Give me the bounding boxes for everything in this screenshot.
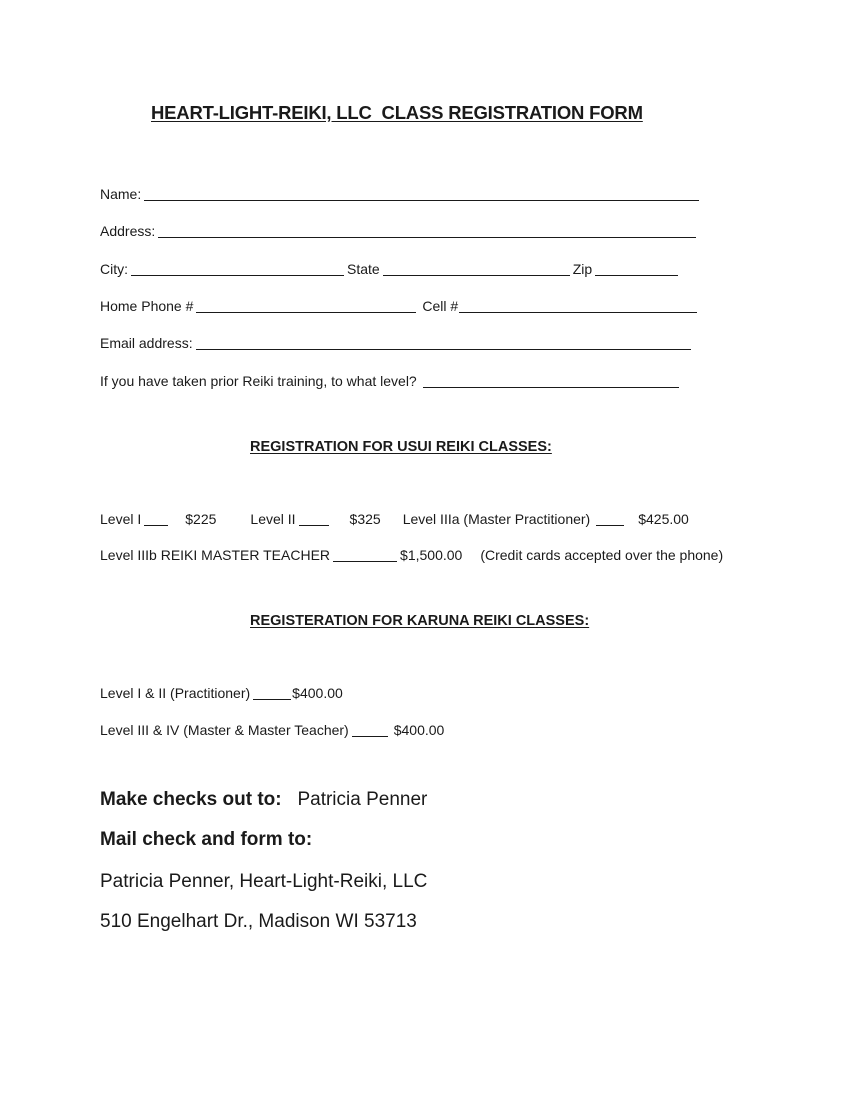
city-state-zip-row — [100, 259, 681, 277]
credit-card-note: (Credit cards accepted over the phone) — [480, 547, 724, 563]
checks-payee: Patricia Penner — [297, 789, 428, 810]
karuna-level12-row — [100, 683, 343, 701]
checks-line — [100, 789, 427, 811]
email-label: Email address: — [100, 335, 193, 351]
name-field[interactable] — [144, 186, 699, 201]
usui-level1-price: $225 — [185, 511, 217, 527]
usui-level1-field[interactable] — [144, 511, 168, 526]
usui-level3b-label: Level IIIb REIKI MASTER TEACHER — [100, 547, 331, 563]
usui-heading: REGISTRATION FOR USUI REIKI CLASSES: — [250, 439, 552, 455]
phone-row — [100, 296, 700, 314]
zip-field[interactable] — [595, 261, 678, 276]
address-row — [100, 221, 699, 239]
mail-address: 510 Engelhart Dr., Madison WI 53713 — [100, 911, 417, 932]
cell-field[interactable] — [459, 298, 697, 313]
usui-level1-label: Level I — [100, 511, 142, 527]
prior-training-label: If you have taken prior Reiki training, to what level? — [100, 373, 417, 389]
address-label: Address: — [100, 223, 156, 239]
name-label: Name: — [100, 186, 142, 202]
karuna-level34-label: Level III & IV (Master & Master Teacher) — [100, 722, 349, 738]
prior-training-field[interactable] — [423, 373, 679, 388]
zip-label: Zip — [572, 261, 593, 277]
usui-level3a-price: $425.00 — [638, 511, 689, 527]
home-phone-label: Home Phone # — [100, 298, 194, 314]
cell-label: Cell # — [422, 298, 459, 314]
home-phone-field[interactable] — [196, 298, 416, 313]
mail-name: Patricia Penner, Heart-Light-Reiki, LLC — [100, 871, 428, 892]
karuna-level12-label: Level I & II (Practitioner) — [100, 685, 251, 701]
page-title: HEART-LIGHT-REIKI, LLC CLASS REGISTRATION FORM — [151, 102, 643, 123]
karuna-level34-field[interactable] — [352, 722, 388, 737]
usui-level3b-field[interactable] — [333, 547, 397, 562]
usui-level3a-label: Level IIIa (Master Practitioner) — [402, 511, 591, 527]
city-label: City: — [100, 261, 128, 277]
usui-level3a-field[interactable] — [596, 511, 624, 526]
email-field[interactable] — [196, 335, 691, 350]
state-label: State — [347, 261, 380, 277]
email-row — [100, 333, 694, 351]
usui-level3b-price: $1,500.00 — [400, 547, 463, 563]
karuna-level34-row — [100, 720, 444, 738]
usui-levels-row — [100, 509, 689, 527]
checks-label: Make checks out to: — [100, 789, 293, 810]
address-field[interactable] — [158, 223, 696, 238]
city-field[interactable] — [131, 261, 344, 276]
mail-label: Mail check and form to: — [100, 829, 313, 850]
prior-training-row — [100, 371, 682, 389]
karuna-level12-field[interactable] — [253, 685, 291, 700]
karuna-level34-price: $400.00 — [393, 722, 445, 738]
usui-master-row — [100, 545, 723, 563]
usui-level2-field[interactable] — [299, 511, 329, 526]
karuna-heading: REGISTERATION FOR KARUNA REIKI CLASSES: — [250, 613, 590, 629]
name-row — [100, 184, 702, 202]
state-field[interactable] — [383, 261, 570, 276]
usui-level2-label: Level II — [250, 511, 296, 527]
karuna-level12-price: $400.00 — [292, 685, 343, 701]
usui-level2-price: $325 — [349, 511, 381, 527]
